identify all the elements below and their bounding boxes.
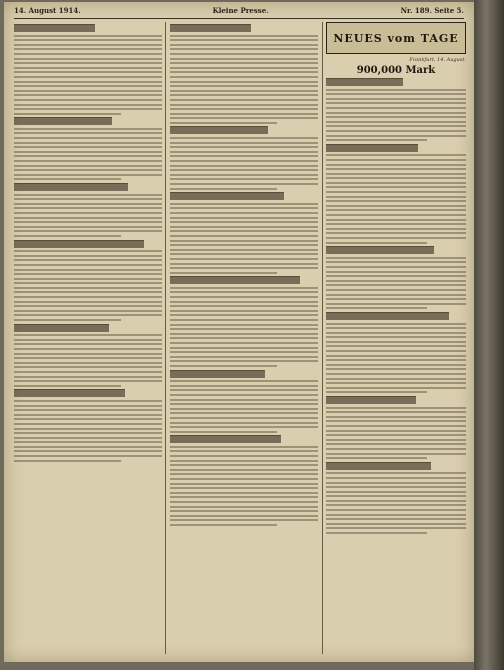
text-line — [14, 455, 162, 457]
text-line — [170, 446, 318, 448]
text-line — [170, 524, 277, 526]
text-line — [326, 407, 466, 409]
text-line — [14, 90, 162, 92]
text-line — [170, 240, 318, 242]
text-line — [170, 212, 318, 214]
text-line — [170, 351, 318, 353]
article-heading-bar — [170, 435, 281, 443]
text-line — [170, 85, 318, 87]
text-line — [326, 411, 466, 413]
text-line — [326, 359, 466, 361]
text-line — [14, 296, 162, 298]
text-line — [326, 223, 466, 225]
text-line — [326, 242, 427, 244]
text-line — [170, 183, 318, 185]
text-line — [170, 501, 318, 503]
text-line — [170, 58, 318, 60]
text-line — [326, 434, 466, 436]
text-line — [326, 382, 466, 384]
text-line — [326, 168, 466, 170]
text-line — [326, 130, 466, 132]
text-line — [170, 487, 318, 489]
text-line — [170, 44, 318, 46]
text-line — [326, 457, 427, 459]
text-line — [170, 305, 318, 307]
text-line — [14, 362, 162, 364]
text-line — [170, 460, 318, 462]
text-line — [326, 332, 466, 334]
text-line — [170, 478, 318, 480]
text-line — [14, 259, 162, 261]
text-line — [326, 368, 466, 370]
text-line — [170, 108, 318, 110]
text-line — [14, 155, 162, 157]
text-line — [326, 327, 466, 329]
text-line — [326, 139, 427, 141]
text-line — [170, 104, 318, 106]
article-heading-bar — [326, 396, 416, 404]
text-line — [14, 269, 162, 271]
text-line — [326, 420, 466, 422]
text-line — [326, 391, 427, 393]
text-line — [14, 287, 162, 289]
text-line — [170, 267, 318, 269]
text-line — [326, 159, 466, 161]
text-line — [170, 151, 318, 153]
article-heading-bar — [14, 117, 112, 125]
text-line — [170, 296, 318, 298]
text-line — [14, 418, 162, 420]
text-line — [14, 194, 162, 196]
text-line — [326, 477, 466, 479]
text-line — [14, 357, 162, 359]
text-line — [170, 310, 318, 312]
text-line — [14, 137, 162, 139]
text-line — [326, 425, 466, 427]
article-heading-bar — [326, 246, 434, 254]
text-line — [326, 495, 466, 497]
text-line — [170, 301, 318, 303]
text-line — [170, 403, 318, 405]
text-line — [326, 102, 466, 104]
text-line — [326, 518, 466, 520]
text-line — [14, 174, 162, 176]
text-line — [170, 160, 318, 162]
text-line — [170, 113, 318, 115]
text-line — [170, 342, 318, 344]
text-line — [14, 44, 162, 46]
text-line — [14, 235, 121, 237]
text-line — [326, 191, 466, 193]
text-line — [326, 523, 466, 525]
text-line — [14, 142, 162, 144]
text-line — [170, 385, 318, 387]
text-line — [14, 39, 162, 41]
text-line — [14, 113, 121, 115]
column-2 — [170, 22, 318, 654]
text-line — [170, 263, 318, 265]
text-line — [14, 339, 162, 341]
text-line — [326, 228, 466, 230]
text-line — [14, 291, 162, 293]
text-line — [326, 509, 466, 511]
text-line — [14, 366, 162, 368]
text-line — [326, 125, 466, 127]
text-line — [326, 482, 466, 484]
text-line — [326, 336, 466, 338]
text-line — [14, 376, 162, 378]
text-line — [326, 196, 466, 198]
dateline: Frankfurt, 14. August. — [409, 57, 466, 63]
text-line — [14, 348, 162, 350]
text-line — [326, 271, 466, 273]
text-line — [170, 412, 318, 414]
text-line — [14, 264, 162, 266]
text-line — [326, 472, 466, 474]
text-line — [170, 389, 318, 391]
text-line — [14, 301, 162, 303]
text-line — [326, 416, 466, 418]
article-heading-bar — [326, 462, 431, 470]
text-line — [326, 173, 466, 175]
book-binding-edge — [474, 0, 504, 670]
article-heading-bar — [326, 312, 449, 320]
text-line — [170, 99, 318, 101]
text-line — [326, 280, 466, 282]
text-line — [14, 414, 162, 416]
text-line — [170, 506, 318, 508]
text-line — [326, 275, 466, 277]
text-line — [14, 132, 162, 134]
text-line — [14, 432, 162, 434]
text-line — [326, 112, 466, 114]
text-line — [170, 188, 277, 190]
text-line — [326, 219, 466, 221]
text-line — [170, 324, 318, 326]
text-line — [14, 226, 162, 228]
text-line — [14, 282, 162, 284]
text-line — [170, 137, 318, 139]
article-heading-bar — [170, 370, 265, 378]
text-line — [170, 165, 318, 167]
text-line — [326, 378, 466, 380]
text-line — [14, 400, 162, 402]
text-line — [14, 35, 162, 37]
text-line — [14, 146, 162, 148]
article-heading-bar — [14, 24, 95, 32]
text-line — [14, 353, 162, 355]
text-line — [170, 155, 318, 157]
text-line — [326, 98, 466, 100]
text-line — [326, 214, 466, 216]
text-line — [326, 430, 466, 432]
text-line — [14, 67, 162, 69]
text-line — [14, 81, 162, 83]
text-line — [14, 99, 162, 101]
text-line — [326, 257, 466, 259]
text-line — [170, 174, 318, 176]
column-rule — [165, 22, 166, 654]
text-line — [326, 294, 466, 296]
text-line — [326, 307, 427, 309]
text-line — [326, 284, 466, 286]
text-line — [326, 491, 466, 493]
text-line — [170, 76, 318, 78]
text-line — [170, 380, 318, 382]
text-line — [170, 319, 318, 321]
text-line — [14, 230, 162, 232]
text-line — [326, 448, 466, 450]
text-line — [170, 272, 277, 274]
text-line — [170, 221, 318, 223]
header-date: 14. August 1914. — [14, 6, 81, 15]
text-line — [326, 107, 466, 109]
text-line — [170, 117, 318, 119]
text-line — [170, 473, 318, 475]
section-banner: NEUES vom TAGE — [326, 22, 466, 54]
text-line — [14, 198, 162, 200]
text-line — [170, 496, 318, 498]
text-line — [14, 278, 162, 280]
text-line — [170, 244, 318, 246]
text-line — [326, 154, 466, 156]
headline-amount: 900,000 Mark — [356, 65, 436, 76]
text-line — [170, 360, 318, 362]
text-line — [170, 230, 318, 232]
text-line — [14, 128, 162, 130]
page-header — [14, 6, 464, 19]
text-line — [170, 426, 318, 428]
text-line — [326, 205, 466, 207]
text-line — [326, 303, 466, 305]
text-line — [326, 532, 427, 534]
text-line — [14, 446, 162, 448]
text-line — [170, 253, 318, 255]
text-line — [14, 273, 162, 275]
text-line — [14, 217, 162, 219]
text-line — [14, 250, 162, 252]
text-line — [170, 226, 318, 228]
text-line — [170, 67, 318, 69]
text-line — [14, 305, 162, 307]
header-title: Kleine Presse. — [212, 6, 269, 15]
column-1 — [14, 22, 162, 654]
article-heading-bar — [326, 78, 403, 86]
text-line — [170, 178, 318, 180]
text-line — [326, 453, 466, 455]
text-line — [326, 164, 466, 166]
text-line — [170, 356, 318, 358]
text-line — [326, 373, 466, 375]
text-line — [170, 142, 318, 144]
text-line — [326, 209, 466, 211]
text-line — [14, 104, 162, 106]
text-line — [326, 355, 466, 357]
text-line — [170, 399, 318, 401]
text-line — [14, 409, 162, 411]
text-line — [326, 514, 466, 516]
text-line — [326, 89, 466, 91]
text-line — [170, 492, 318, 494]
text-line — [14, 371, 162, 373]
text-line — [170, 169, 318, 171]
text-line — [326, 261, 466, 263]
text-line — [170, 81, 318, 83]
text-line — [170, 71, 318, 73]
text-line — [14, 53, 162, 55]
text-line — [326, 504, 466, 506]
text-line — [326, 116, 466, 118]
text-line — [170, 515, 318, 517]
text-line — [326, 527, 466, 529]
text-line — [170, 464, 318, 466]
article-heading-bar — [14, 324, 109, 332]
column-rule — [322, 22, 323, 654]
column-3-text — [326, 78, 466, 534]
article-heading-bar — [14, 183, 128, 191]
text-line — [170, 122, 277, 124]
text-line — [170, 62, 318, 64]
text-line — [170, 365, 277, 367]
article-heading-bar — [170, 192, 284, 200]
text-line — [170, 333, 318, 335]
text-line — [170, 450, 318, 452]
article-heading-bar — [170, 126, 268, 134]
text-line — [14, 207, 162, 209]
text-line — [170, 258, 318, 260]
text-line — [170, 53, 318, 55]
text-line — [170, 483, 318, 485]
text-line — [14, 319, 121, 321]
text-line — [170, 203, 318, 205]
text-line — [14, 212, 162, 214]
text-line — [326, 350, 466, 352]
article-heading-bar — [170, 276, 300, 284]
text-line — [326, 323, 466, 325]
text-line — [14, 165, 162, 167]
text-line — [14, 203, 162, 205]
text-line — [326, 341, 466, 343]
text-line — [170, 455, 318, 457]
text-line — [14, 380, 162, 382]
text-line — [326, 177, 466, 179]
text-line — [14, 76, 162, 78]
column-3 — [326, 22, 466, 654]
text-line — [14, 169, 162, 171]
text-line — [170, 39, 318, 41]
text-line — [170, 328, 318, 330]
text-line — [14, 428, 162, 430]
text-line — [14, 62, 162, 64]
text-line — [14, 314, 162, 316]
text-line — [14, 108, 162, 110]
text-line — [14, 334, 162, 336]
text-line — [14, 94, 162, 96]
text-line — [170, 48, 318, 50]
text-line — [326, 364, 466, 366]
text-line — [170, 394, 318, 396]
text-line — [170, 469, 318, 471]
text-line — [14, 405, 162, 407]
text-line — [170, 417, 318, 419]
article-heading-bar — [14, 389, 125, 397]
text-line — [14, 58, 162, 60]
text-line — [326, 298, 466, 300]
text-line — [326, 387, 466, 389]
text-line — [326, 345, 466, 347]
text-line — [326, 121, 466, 123]
article-heading-bar — [14, 240, 144, 248]
text-line — [170, 337, 318, 339]
text-line — [170, 510, 318, 512]
text-line — [326, 500, 466, 502]
text-line — [170, 314, 318, 316]
text-line — [14, 441, 162, 443]
text-line — [14, 310, 162, 312]
text-line — [170, 287, 318, 289]
text-line — [14, 178, 121, 180]
text-line — [170, 207, 318, 209]
article-heading-bar — [326, 144, 418, 152]
text-line — [170, 217, 318, 219]
text-line — [170, 235, 318, 237]
text-line — [14, 160, 162, 162]
text-line — [326, 186, 466, 188]
text-line — [14, 48, 162, 50]
text-line — [326, 266, 466, 268]
text-line — [170, 408, 318, 410]
text-line — [170, 94, 318, 96]
article-heading-bar — [170, 24, 251, 32]
text-line — [14, 385, 121, 387]
text-line — [326, 237, 466, 239]
text-line — [326, 439, 466, 441]
text-line — [14, 71, 162, 73]
newspaper-page — [4, 2, 474, 662]
text-line — [326, 232, 466, 234]
text-line — [14, 450, 162, 452]
text-line — [326, 182, 466, 184]
text-line — [326, 443, 466, 445]
text-line — [170, 146, 318, 148]
text-line — [14, 221, 162, 223]
text-line — [326, 486, 466, 488]
text-line — [326, 289, 466, 291]
text-line — [14, 423, 162, 425]
text-line — [14, 255, 162, 257]
text-line — [14, 85, 162, 87]
text-line — [326, 135, 466, 137]
text-line — [170, 249, 318, 251]
text-line — [14, 460, 121, 462]
text-line — [14, 343, 162, 345]
text-line — [170, 291, 318, 293]
text-line — [326, 93, 466, 95]
text-line — [170, 431, 277, 433]
text-line — [170, 422, 318, 424]
text-line — [170, 519, 318, 521]
text-line — [170, 347, 318, 349]
text-line — [14, 437, 162, 439]
header-issue: Nr. 189. Seite 5. — [400, 6, 464, 15]
text-line — [170, 35, 318, 37]
text-line — [326, 200, 466, 202]
text-line — [170, 90, 318, 92]
text-line — [14, 151, 162, 153]
